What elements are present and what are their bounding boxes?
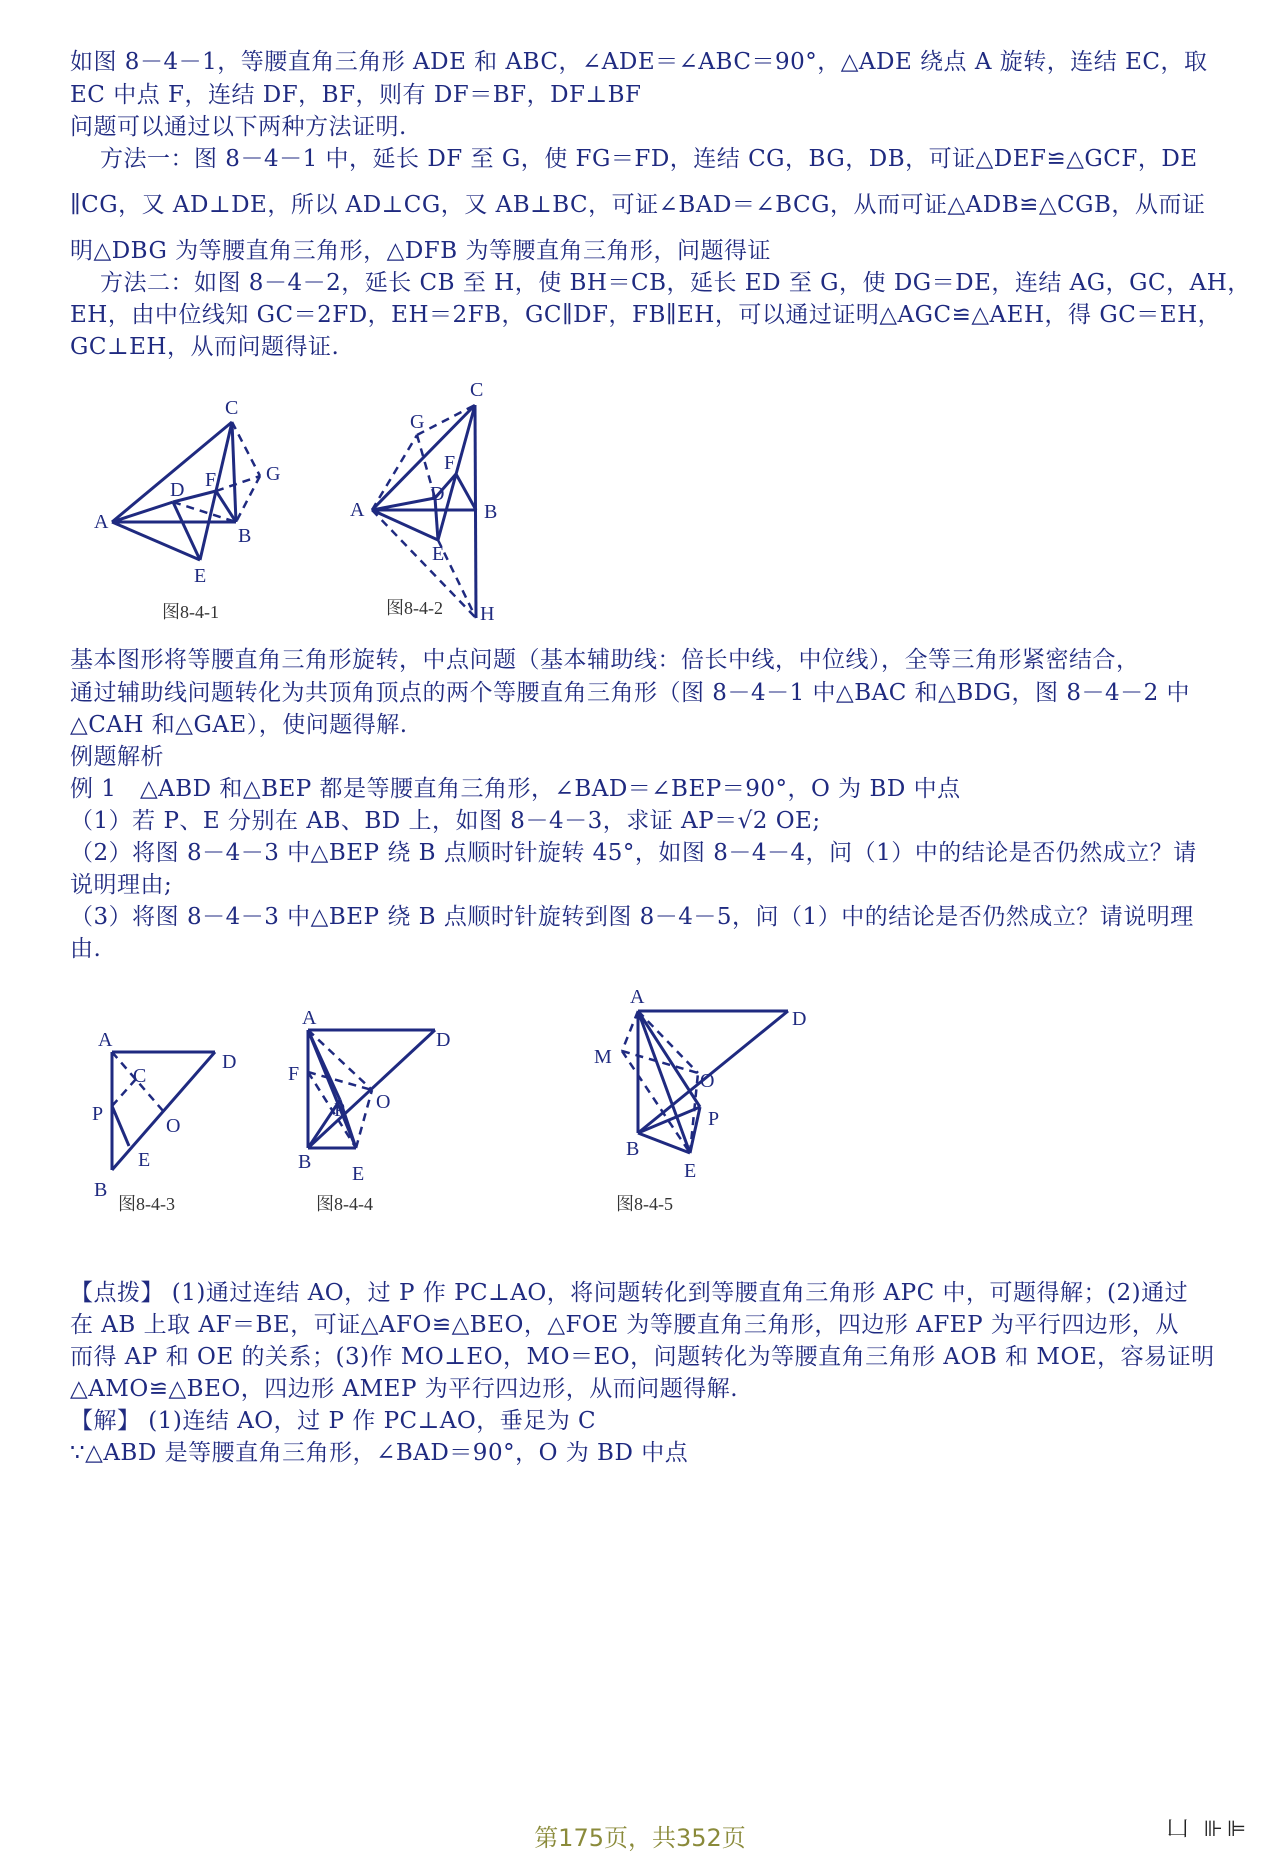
- label-B: B: [238, 525, 252, 547]
- label-D: D: [430, 483, 445, 505]
- label-B: B: [94, 1179, 108, 1201]
- label-P: P: [92, 1103, 104, 1125]
- text-line: 问题可以通过以下两种方法证明.: [70, 114, 407, 140]
- label-O: O: [700, 1070, 715, 1092]
- label-E: E: [352, 1163, 365, 1185]
- figure-8-4-3: [70, 1030, 270, 1234]
- label-O: O: [376, 1091, 391, 1113]
- label-A: A: [302, 1007, 317, 1029]
- figure-8-4-4: [290, 1008, 490, 1222]
- label-A: A: [630, 986, 645, 1008]
- text-line: 而得 AP 和 OE 的关系；(3)作 MO⊥EO，MO＝EO，问题转化为等腰直角三角形 AOB 和 MOE，容易证明: [70, 1344, 1215, 1370]
- label-D: D: [792, 1008, 807, 1030]
- label-C: C: [225, 397, 239, 419]
- figure-caption: 图8-4-3: [118, 1194, 175, 1214]
- figure-caption: 图8-4-5: [616, 1194, 673, 1214]
- label-F: F: [288, 1063, 300, 1085]
- text-line: 方法二：如图 8－4－2，延长 CB 至 H，使 BH＝CB，延长 ED 至 G，使 DG＝DE，连结 AG，GC，AH，: [100, 270, 1251, 296]
- label-F: F: [444, 452, 456, 474]
- label-B: B: [484, 501, 498, 523]
- text-line: 说明理由;: [70, 872, 173, 898]
- text-line: EH，由中位线知 GC＝2FD，EH＝2FB，GC∥DF，FB∥EH，可以通过证明△AGC≌△AEH，得 GC＝EH，: [70, 302, 1222, 328]
- figure-8-4-1: [70, 380, 330, 634]
- label-D: D: [222, 1051, 237, 1073]
- text-line: 如图 8－4－1，等腰直角三角形 ADE 和 ABC，∠ADE＝∠ABC＝90°，△ADE 绕点 A 旋转，连结 EC，取: [70, 49, 1208, 75]
- text-line: 【解】 (1)连结 AO，过 P 作 PC⊥AO，垂足为 C: [70, 1408, 597, 1434]
- text-line: △CAH 和△GAE），使问题得解.: [70, 712, 408, 738]
- figure-8-4-2: [330, 370, 560, 634]
- label-G: G: [266, 463, 281, 485]
- figure-caption: 图8-4-2: [386, 598, 443, 618]
- label-A: A: [350, 499, 365, 521]
- label-C: C: [133, 1065, 147, 1087]
- text-line: △AMO≌△BEO，四边形 AMEP 为平行四边形，从而问题得解.: [70, 1376, 739, 1402]
- text-line: GC⊥EH，从而问题得证.: [70, 334, 340, 360]
- label-A: A: [98, 1029, 113, 1051]
- label-B: B: [626, 1138, 640, 1160]
- label-H: H: [480, 603, 495, 625]
- figure-caption: 图8-4-1: [162, 602, 219, 622]
- label-M: M: [594, 1046, 612, 1068]
- label-E: E: [684, 1160, 697, 1182]
- section-heading: 例题解析: [70, 744, 164, 770]
- label-D: D: [436, 1029, 451, 1051]
- text-line: ∥CG，又 AD⊥DE，所以 AD⊥CG，又 AB⊥BC，可证∠BAD＝∠BCG，从而可证△ADB≌△CGB，从而证: [70, 192, 1206, 218]
- page-number: 第175页，共352页: [534, 1824, 746, 1852]
- label-C: C: [470, 379, 484, 401]
- text-line: 例 1 △ABD 和△BEP 都是等腰直角三角形，∠BAD＝∠BEP＝90°，O 为 BD 中点: [70, 776, 961, 802]
- label-A: A: [94, 511, 109, 533]
- text-line: ∵△ABD 是等腰直角三角形，∠BAD＝90°，O 为 BD 中点: [70, 1440, 689, 1466]
- text-line: 通过辅助线问题转化为共顶角顶点的两个等腰直角三角形（图 8－4－1 中△BAC 和△BDG，图 8－4－2 中: [70, 680, 1191, 706]
- label-O: O: [166, 1115, 181, 1137]
- figure-8-4-5: [580, 985, 810, 1219]
- label-D: D: [170, 479, 185, 501]
- text-line: （3）将图 8－4－3 中△BEP 绕 B 点顺时针旋转到图 8－4－5，问（1）中的结论是否仍然成立？请说明理: [70, 904, 1194, 930]
- text-line: （2）将图 8－4－3 中△BEP 绕 B 点顺时针旋转 45°，如图 8－4－4，问（1）中的结论是否仍然成立？请: [70, 840, 1197, 866]
- figure-caption: 图8-4-4: [316, 1194, 373, 1214]
- label-E: E: [194, 565, 207, 587]
- text-line: （1）若 P、E 分别在 AB、BD 上，如图 8－4－3，求证 AP＝√2 OE;: [70, 808, 821, 834]
- text-line: 由.: [70, 936, 102, 962]
- label-G: G: [410, 411, 425, 433]
- label-P: P: [334, 1099, 346, 1121]
- text-line: EC 中点 F，连结 DF，BF，则有 DF＝BF，DF⊥BF: [70, 82, 642, 108]
- text-line: 明△DBG 为等腰直角三角形，△DFB 为等腰直角三角形，问题得证: [70, 238, 771, 264]
- label-P: P: [708, 1108, 720, 1130]
- label-F: F: [205, 469, 217, 491]
- label-E: E: [432, 543, 445, 565]
- text-line: 在 AB 上取 AF＝BE，可证△AFO≌△BEO，△FOE 为等腰直角三角形，四边形 AFEP 为平行四边形，从: [70, 1312, 1179, 1338]
- toolbar-icons[interactable]: 凵 ⊪⊫: [1166, 1817, 1250, 1842]
- label-E: E: [138, 1149, 151, 1171]
- text-line: 方法一：图 8－4－1 中，延长 DF 至 G，使 FG＝FD，连结 CG，BG，DB，可证△DEF≌△GCF，DE: [100, 146, 1198, 172]
- label-B: B: [298, 1151, 312, 1173]
- text-line: 基本图形将等腰直角三角形旋转，中点问题（基本辅助线：倍长中线，中位线），全等三角形紧密结合，: [70, 647, 1140, 673]
- text-line: 【点拨】 (1)通过连结 AO，过 P 作 PC⊥AO，将问题转化到等腰直角三角形 APC 中，可题得解；(2)通过: [70, 1280, 1189, 1306]
